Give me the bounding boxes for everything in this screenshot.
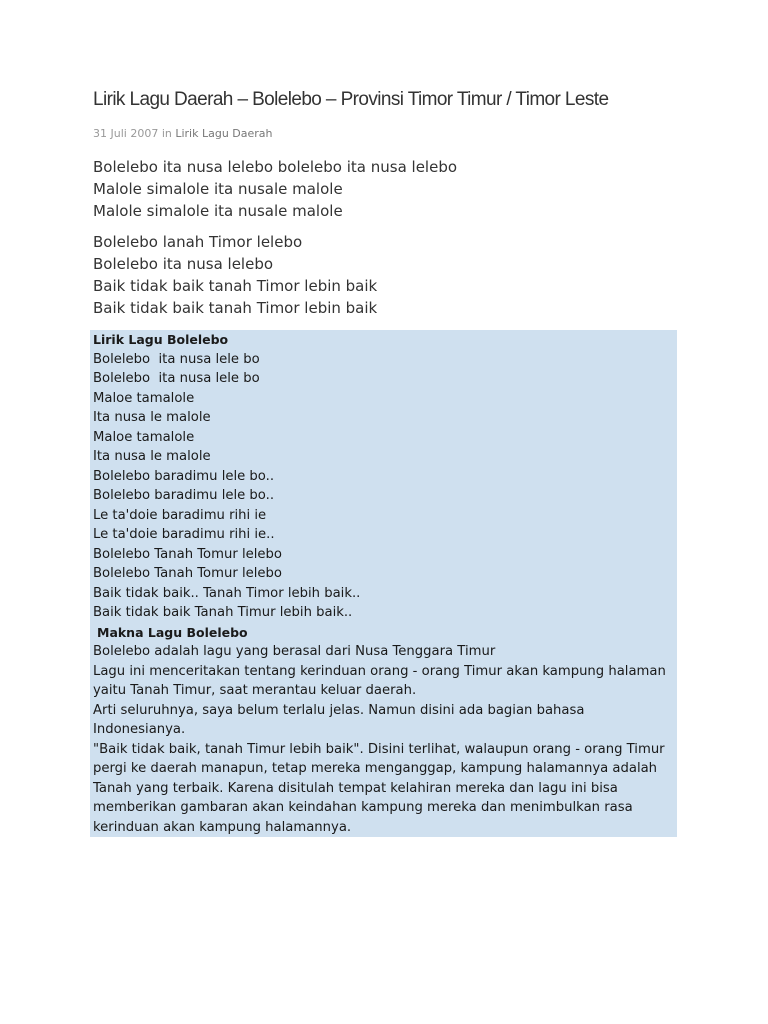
- lyric-line: Ita nusa le malole: [93, 449, 211, 464]
- meaning-paragraph: Bolelebo adalah lagu yang berasal dari Nusa Tenggara Timur: [93, 644, 496, 659]
- post-date: 31 Juli 2007: [93, 127, 159, 140]
- meaning-heading: Makna Lagu Bolelebo: [97, 624, 248, 640]
- lyrics-meaning-box: [90, 330, 677, 837]
- lyric-line: Bolelebo ita nusa lele bo: [93, 351, 260, 367]
- post-title: Lirik Lagu Daerah – Bolelebo – Provinsi Timor Timur / Timor Leste: [93, 89, 609, 110]
- stanza-line: Baik tidak baik tanah Timor lebin baik: [93, 277, 378, 295]
- stanza-line: Bolelebo ita nusa lelebo bolelebo ita nusa lelebo: [93, 158, 458, 176]
- stanza-line: Baik tidak baik tanah Timor lebin baik: [93, 299, 378, 317]
- post-meta-in: in: [161, 127, 172, 140]
- lyrics-stanza-1: [93, 156, 693, 222]
- stanza-line: Malole simalole ita nusale malole: [93, 180, 343, 198]
- lyrics-heading: Lirik Lagu Bolelebo: [93, 332, 229, 347]
- lyric-line: Le ta'doie baradimu rihi ie..: [93, 527, 275, 542]
- lyric-line: Le ta'doie baradimu rihi ie: [93, 507, 267, 523]
- blog-post: [93, 86, 693, 319]
- lyric-line: Baik tidak baik.. Tanah Timor lebih baik..: [93, 585, 361, 601]
- stanza-line: Bolelebo ita nusa lelebo: [93, 255, 274, 273]
- lyric-line: Ita nusa le malole: [93, 410, 211, 425]
- lyric-line: Bolelebo Tanah Tomur lelebo: [93, 566, 282, 581]
- post-category-link[interactable]: Lirik Lagu Daerah: [175, 127, 273, 140]
- lyric-line: Baik tidak baik Tanah Timur lebih baik..: [93, 605, 353, 620]
- lyric-line: Maloe tamalole: [93, 429, 195, 445]
- lyric-line: Maloe tamalole: [93, 390, 195, 406]
- meaning-paragraph: Lagu ini menceritakan tentang kerinduan orang - orang Timur akan kampung halaman yaitu Tanah Timur, saat merantau keluar daerah.: [93, 663, 666, 698]
- lyric-line: Bolelebo baradimu lele bo..: [93, 488, 275, 503]
- stanza-line: Malole simalole ita nusale malole: [93, 202, 343, 220]
- lyric-line: Bolelebo ita nusa lele bo: [93, 371, 260, 386]
- post-meta: [93, 126, 693, 142]
- meaning-paragraph: "Baik tidak baik, tanah Timur lebih baik". Disini terlihat, walaupun orang - orang Timur pergi ke daerah manapun, tetap mereka menganggap, kampung halamannya adalah Tanah yang terbaik. Karena disitulah tempat kelahiran mereka dan lagu ini bisa memberikan gambaran akan keindahan kampung mereka dan menimbulkan rasa kerinduan akan kampung halamannya.: [93, 741, 665, 835]
- stanza-line: Bolelebo lanah Timor lelebo: [93, 233, 303, 251]
- lyrics-stanza-2: [93, 231, 693, 319]
- lyric-line: Bolelebo Tanah Tomur lelebo: [93, 546, 282, 562]
- meaning-paragraph: Arti seluruhnya, saya belum terlalu jelas. Namun disini ada bagian bahasa Indonesianya.: [93, 702, 585, 737]
- lyric-line: Bolelebo baradimu lele bo..: [93, 468, 275, 484]
